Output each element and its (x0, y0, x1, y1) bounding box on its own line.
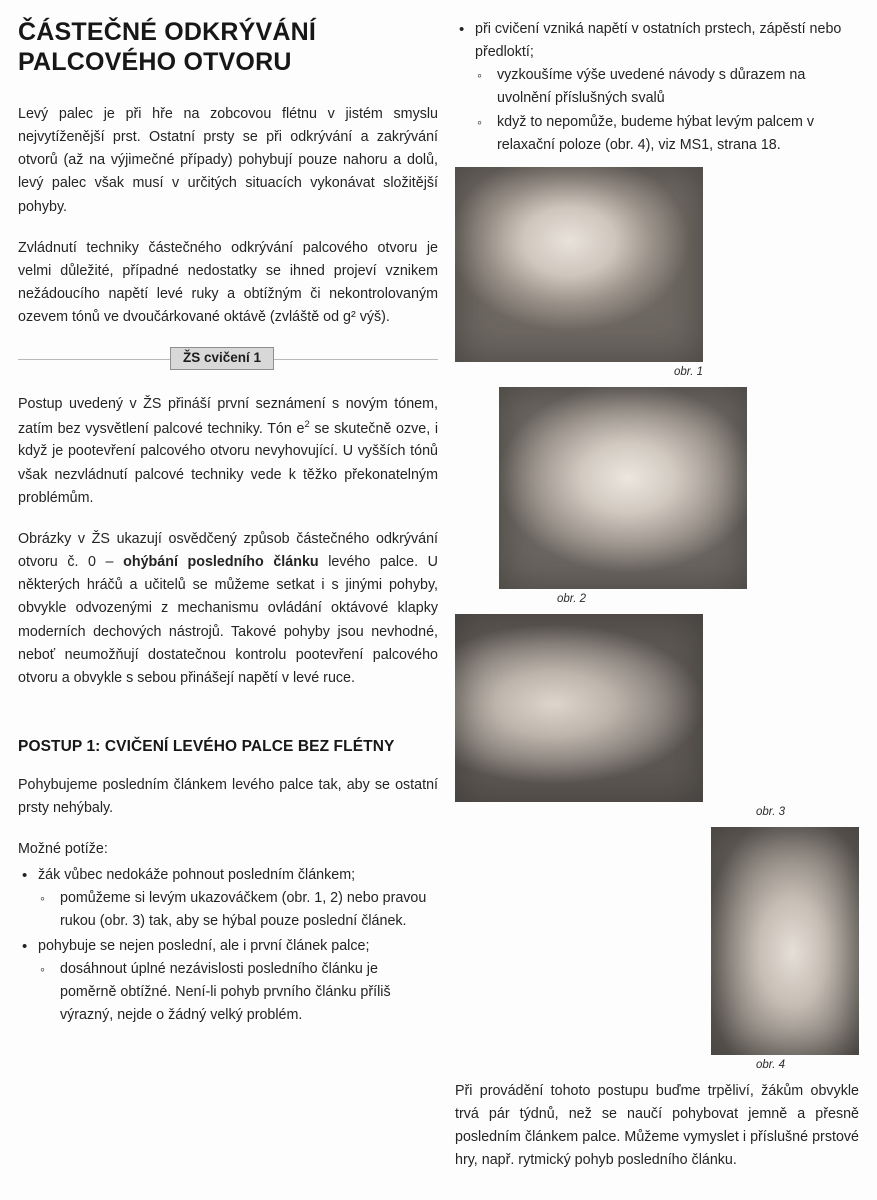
left-column (18, 18, 438, 1032)
photo-hand-2 (499, 387, 747, 589)
figure-1-caption: obr. 1 (674, 365, 703, 378)
list-item: ◦ dosáhnout úplné nezávislosti posledního článku je poměrně obtížné. Není-li pohyb prvního článku příliš výrazný, nejde o žádný velký problém. (38, 958, 438, 1027)
photo-hand-3 (455, 614, 703, 802)
photo-hand-1 (455, 167, 703, 362)
list-item (18, 864, 438, 933)
page-title: ČÁSTEČNÉ ODKRÝVÁNÍ PALCOVÉHO OTVORU (18, 18, 317, 76)
exercise-label: ŽS cvičení 1 (170, 347, 274, 370)
list-item: ◦ když to nepomůže, budeme hýbat levým palcem v relaxační poloze (obr. 4), viz MS1, strana 18. (475, 111, 859, 157)
figure-4-caption: obr. 4 (756, 1058, 785, 1071)
photo-hand-4 (711, 827, 859, 1055)
right-column (455, 18, 859, 1191)
problems-sublist (38, 887, 438, 933)
paragraph-technique-bold: ohýbání posledního článku (123, 554, 319, 571)
list-item-text: • při cvičení vzniká napětí v ostatních prstech, zápěstí nebo předloktí; (475, 21, 841, 60)
list-item: ◦ vyzkoušíme výše uvedené návody s důrazem na uvolnění příslušných svalů (475, 64, 859, 110)
figure-4 (455, 827, 859, 1071)
list-intro: Možné potíže: (18, 841, 108, 858)
figure-2 (455, 387, 859, 605)
paragraph-technique-part1: Obrázky v ŽS ukazují osvědčený způsob částečného odkrývání otvoru č. 0 – (18, 530, 438, 571)
list-item (18, 935, 438, 1028)
paragraph-exercise-part1: Postup uvedený v ŽS přináší první seznámení s novým tónem, zatím bez vysvětlení palcové techniky. Tón e (18, 396, 438, 437)
list-item (455, 18, 859, 157)
paragraph-importance: Zvládnutí techniky částečného odkrývání palcového otvoru je velmi důležité, případné nedostatky se ihned projeví vznikem nežádoucího napětí levé ruky a obtížným či nekontrolovaným ozevem tónů ve dvoučárkované oktávě (zvláště od g² výš). (18, 239, 438, 326)
paragraph-exercise-part2: se skutečně ozve, i když je pootevření palcového otvoru nevyhovující. U vyšších tónů však nezvládnutí palcové techniky vede k těžko překonatelným problémům. (18, 420, 438, 506)
paragraph-postup-1: Pohybujeme posledním článkem levého palce tak, aby se ostatní prsty nehýbaly. (18, 777, 438, 817)
tone-superscript: 2 (304, 418, 310, 430)
figure-1 (455, 167, 859, 378)
right-problems-list (455, 18, 859, 157)
section-heading-postup-1: POSTUP 1: CVIČENÍ LEVÉHO PALCE BEZ FLÉTNY (18, 738, 395, 756)
problems-sublist (38, 958, 438, 1027)
right-problems-sublist (475, 64, 859, 157)
paragraph-technique (18, 528, 438, 690)
figure-3 (455, 614, 859, 818)
figure-3-caption: obr. 3 (756, 805, 785, 818)
problems-list (18, 864, 438, 1028)
exercise-heading-band (18, 347, 438, 373)
list-item: ◦ pomůžeme si levým ukazováčkem (obr. 1, 2) nebo pravou rukou (obr. 3) tak, aby se hýbal pouze poslední článek. (38, 887, 438, 933)
paragraph-intro: Levý palec je při hře na zobcovou flétnu v jistém smyslu nejvytíženější prst. Ostatní prsty se při odkrývání a zakrývání otvorů (až na výjimečné případy) pohybují pouze nahoru a dolů, levý palec však musí v určitých situacích vykonávat složitější pohyby. (18, 106, 438, 215)
list-item-text: • žák vůbec nedokáže pohnout posledním článkem; (38, 867, 355, 883)
list-item-text: • pohybuje se nejen poslední, ale i první článek palce; (38, 938, 369, 954)
paragraph-technique-part2: levého palce. U některých hráčů a učitelů se můžeme setkat i s jinými pohyby, obvykle odvozenými z mechanismu ovládání oktávové klapky moderních dechových nástrojů. Takové pohyby jsou nevhodné, neboť neumožňují dostatečnou kontrolu pootevření palcového otvoru a obvykle s sebou přinášejí napětí v levé ruce. (18, 554, 438, 686)
figure-2-caption: obr. 2 (557, 592, 586, 605)
paragraph-exercise (18, 393, 438, 510)
paragraph-closing: Při provádění tohoto postupu buďme trpěliví, žákům obvykle trvá pár týdnů, než se naučí pohybovat jemně a přesně posledním článkem palce. Můžeme vymyslet i příslušné prstové hry, např. rytmický pohyb posledního článku. (455, 1082, 859, 1169)
